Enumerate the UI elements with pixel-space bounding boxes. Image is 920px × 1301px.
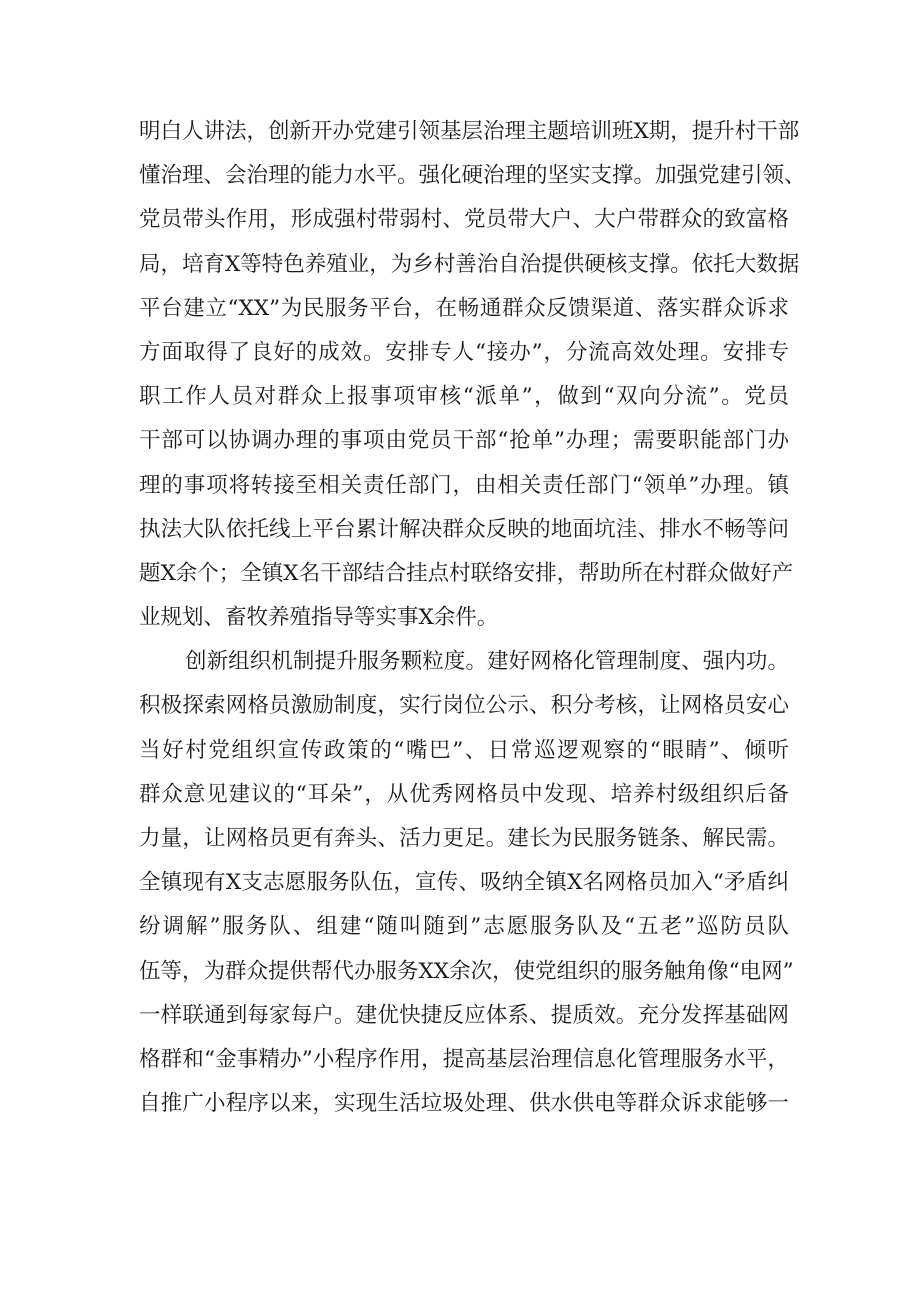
text-line: 干部可以协调办理的事项由党员干部“抢单”办理；需要职能部门办 <box>139 428 789 454</box>
text-line: 当好村党组织宣传政策的“嘴巴”、日常巡逻观察的“眼睛”、倾听 <box>139 737 789 763</box>
text-line: 格群和“金事精办”小程序作用，提高基层治理信息化管理服务水平， <box>139 1046 789 1072</box>
text-line: 理的事项将转接至相关责任部门，由相关责任部门“领单”办理。镇 <box>139 472 789 498</box>
paragraph-2 <box>139 640 794 1126</box>
text-line: 自推广小程序以来，实现生活垃圾处理、供水供电等群众诉求能够一 <box>139 1091 789 1117</box>
text-line: 群众意见建议的“耳朵”，从优秀网格员中发现、培养村级组织后备 <box>139 781 789 807</box>
text-line: 积极探索网格员激励制度，实行岗位公示、积分考核，让网格员安心 <box>139 693 789 719</box>
text-line: 党员带头作用，形成强村带弱村、党员带大户、大户带群众的致富格 <box>139 207 789 233</box>
text-line: 明白人讲法，创新开办党建引领基层治理主题培训班X期，提升村干部 <box>139 119 800 144</box>
text-line: 一样联通到每家每户。建优快捷反应体系、提质效。充分发挥基础网 <box>139 1002 789 1028</box>
text-line: 方面取得了良好的成效。安排专人“接办”，分流高效处理。安排专 <box>139 339 789 365</box>
text-line: 伍等，为群众提供帮代办服务XX余次，使党组织的服务触角像“电网” <box>139 958 794 984</box>
text-line: 平台建立“XX”为民服务平台，在畅通群众反馈渠道、落实群众诉求 <box>139 295 789 321</box>
text-line: 职工作人员对群众上报事项审核“派单”，做到“双向分流”。党员 <box>139 384 789 410</box>
text-line: 局，培育X等特色养殖业，为乡村善治自治提供硬核支撑。依托大数据 <box>139 251 800 277</box>
paragraph-1 <box>139 110 806 640</box>
document-body <box>139 110 806 1126</box>
text-line-indented: 创新组织机制提升服务颗粒度。建好网格化管理制度、强内功。 <box>185 649 789 675</box>
text-line: 全镇现有X支志愿服务队伍，宣传、吸纳全镇X名网格员加入“矛盾纠 <box>139 870 789 896</box>
text-line: 懂治理、会治理的能力水平。强化硬治理的坚实支撑。加强党建引领、 <box>139 163 806 189</box>
text-line-last: 业规划、畜牧养殖指导等实事X余件。 <box>139 605 499 631</box>
text-line: 纷调解”服务队、组建“随叫随到”志愿服务队及“五老”巡防员队 <box>139 914 789 940</box>
text-line: 力量，让网格员更有奔头、活力更足。建长为民服务链条、解民需。 <box>139 826 789 851</box>
text-line: 执法大队依托线上平台累计解决群众反映的地面坑洼、排水不畅等问 <box>139 516 789 542</box>
text-line: 题X余个；全镇X名干部结合挂点村联络安排，帮助所在村群众做好产 <box>139 560 794 586</box>
